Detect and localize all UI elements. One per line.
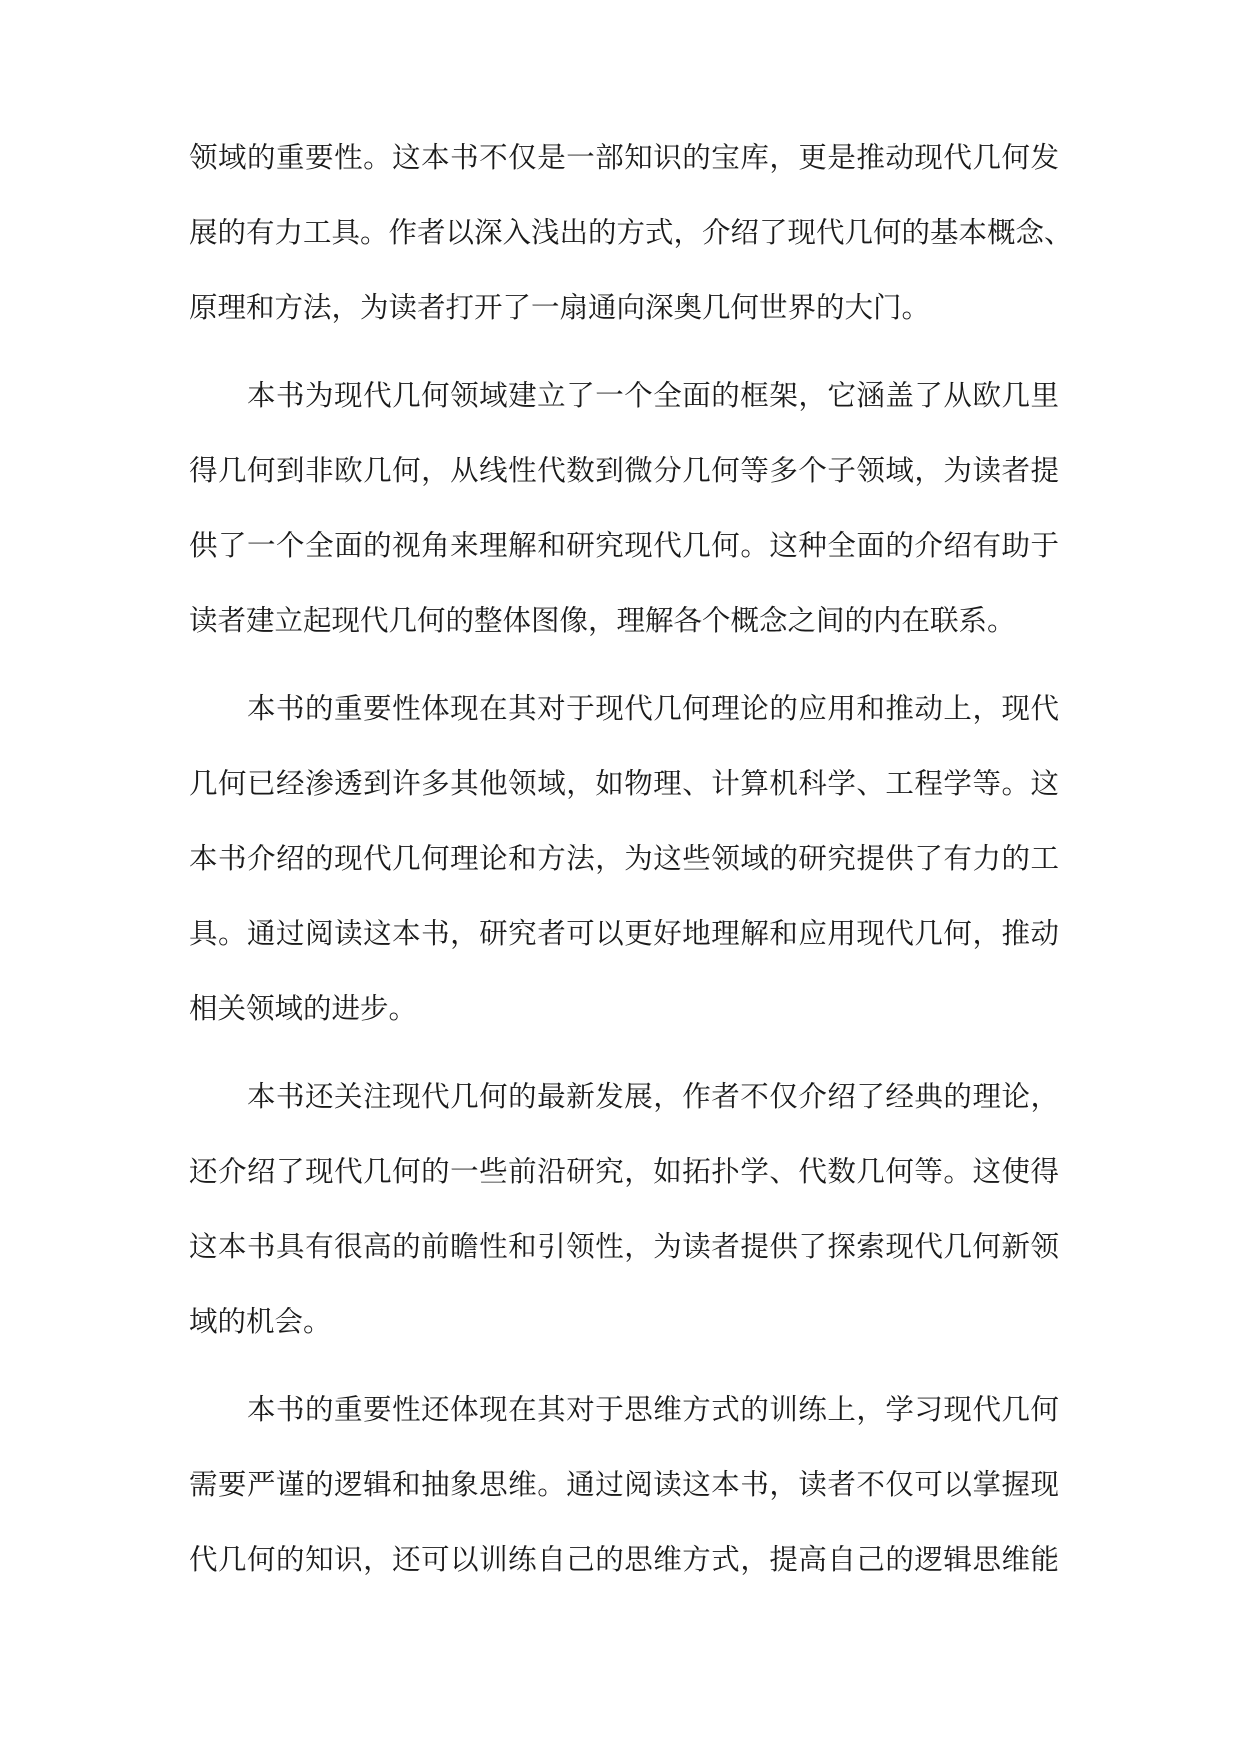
text-line: 供了一个全面的视角来理解和研究现代几何。这种全面的介绍有助于 xyxy=(189,529,1059,562)
text-line: 相关领域的进步。 xyxy=(189,992,418,1025)
text-line: 领域的重要性。这本书不仅是一部知识的宝库，更是推动现代几何发 xyxy=(189,141,1059,174)
text-line: 具。通过阅读这本书，研究者可以更好地理解和应用现代几何，推动 xyxy=(189,917,1059,950)
text-line: 还介绍了现代几何的一些前沿研究，如拓扑学、代数几何等。这使得 xyxy=(189,1155,1059,1188)
text-line: 这本书具有很高的前瞻性和引领性，为读者提供了探索现代几何新领 xyxy=(189,1230,1059,1263)
text-line: 需要严谨的逻辑和抽象思维。通过阅读这本书，读者不仅可以掌握现 xyxy=(189,1468,1059,1501)
text-line: 读者建立起现代几何的整体图像，理解各个概念之间的内在联系。 xyxy=(189,604,1016,637)
paragraph-first-line: 本书的重要性体现在其对于现代几何理论的应用和推动上，现代 xyxy=(247,692,1059,725)
text-line: 本书介绍的现代几何理论和方法，为这些领域的研究提供了有力的工 xyxy=(189,842,1059,875)
text-line: 原理和方法，为读者打开了一扇通向深奥几何世界的大门。 xyxy=(189,291,931,324)
text-line: 代几何的知识，还可以训练自己的思维方式，提高自己的逻辑思维能 xyxy=(189,1543,1059,1576)
text-line: 得几何到非欧几何，从线性代数到微分几何等多个子领域，为读者提 xyxy=(189,454,1059,487)
paragraph-first-line: 本书还关注现代几何的最新发展，作者不仅介绍了经典的理论， xyxy=(247,1080,1059,1113)
paragraph-first-line: 本书为现代几何领域建立了一个全面的框架，它涵盖了从欧几里 xyxy=(247,379,1059,412)
paragraph-first-line: 本书的重要性还体现在其对于思维方式的训练上，学习现代几何 xyxy=(247,1393,1059,1426)
text-line: 域的机会。 xyxy=(189,1305,332,1338)
text-line: 几何已经渗透到许多其他领域，如物理、计算机科学、工程学等。这 xyxy=(189,767,1059,800)
text-line: 展的有力工具。作者以深入浅出的方式，介绍了现代几何的基本概念、 xyxy=(189,216,1073,249)
